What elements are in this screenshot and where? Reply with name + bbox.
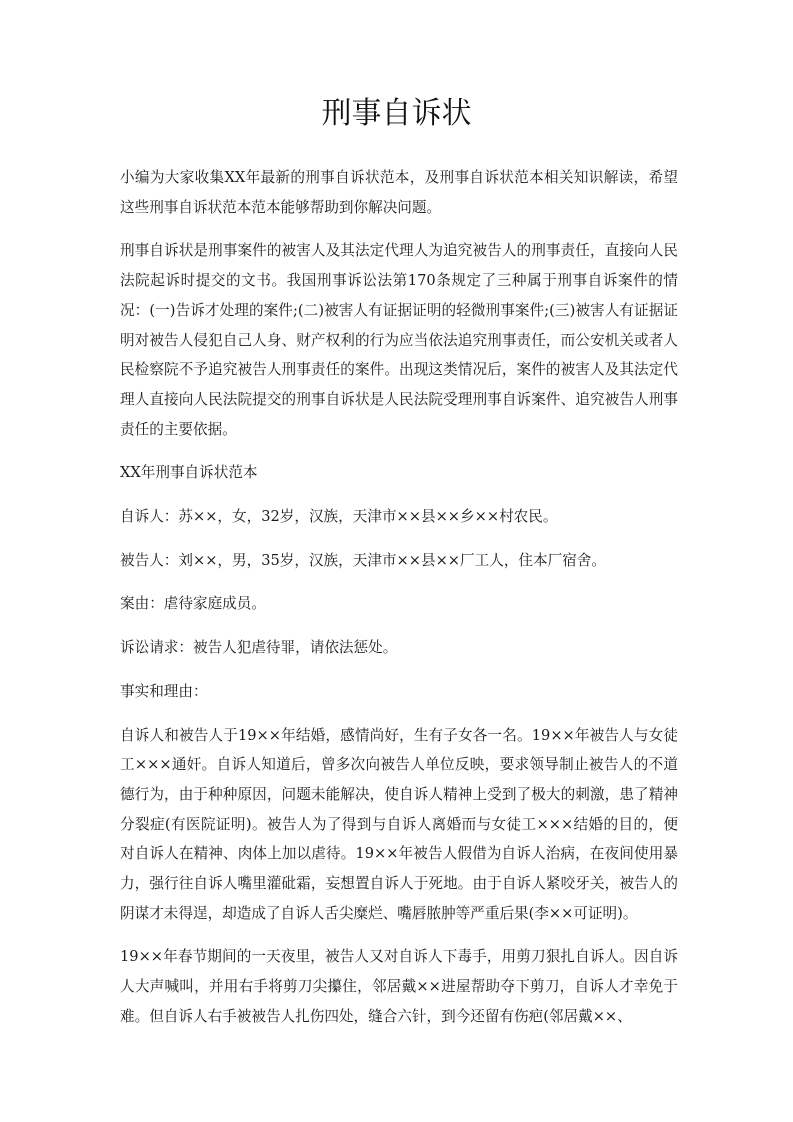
cause-line: 案由：虐待家庭成员。 (120, 595, 266, 613)
plaintiff-line: 自诉人：苏××，女，32岁，汉族，天津市××县××乡××村农民。 (120, 508, 558, 526)
facts-paragraph-1: 自诉人和被告人于19××年结婚，感情尚好，生有子女各一名。19××年被告人与女徒工×××通奸。自诉人知道后，曾多次向被告人单位反映，要求领导制止被告人的不道德行为，由于种种原因，问题未能解决，使自诉人精神上受到了极大的刺激，患了精神分裂症(有医院证明)。被告人为了得到与自诉人离婚而与女徒工×××结婚的目的，便对自诉人在精神、肉体上加以虐待。19××年被告人假借为自诉人治病，在夜间使用暴力，强行往自诉人嘴里灌砒霜，妄想置自诉人于死地。由于自诉人紧咬牙关，被告人的阴谋才未得逞，却造成了自诉人舌尖糜烂、嘴唇脓肿等严重后果(李××可证明)。 (120, 726, 678, 922)
intro-paragraph: 小编为大家收集XX年最新的刑事自诉状范本，及刑事自诉状范本相关知识解读，希望这些刑事自诉状范本范本能够帮助到你解决问题。 (120, 169, 678, 216)
facts-heading: 事实和理由： (120, 682, 208, 700)
template-heading: XX年刑事自诉状范本 (120, 464, 258, 482)
facts-paragraph-2: 19××年春节期间的一天夜里，被告人又对自诉人下毒手，用剪刀狠扎自诉人。因自诉人大声喊叫，并用右手将剪刀尖攥住，邻居戴××进屋帮助夺下剪刀，自诉人才幸免于难。但自诉人右手被被告人扎伤四处，缝合六针，到今还留有伤疤(邻居戴××、 (120, 948, 678, 1025)
defendant-line: 被告人：刘××，男，35岁，汉族，天津市××县××厂工人，住本厂宿舍。 (120, 551, 606, 569)
definition-paragraph: 刑事自诉状是刑事案件的被害人及其法定代理人为追究被告人的刑事责任，直接向人民法院起诉时提交的文书。我国刑事诉讼法第170条规定了三种属于刑事自诉案件的情况：(一)告诉才处理的案件;(二)被害人有证据证明的轻微刑事案件;(三)被害人有证据证明对被告人侵犯自己人身、财产权利的行为应当依法追究刑事责任，而公安机关或者人民检察院不予追究被告人刑事责任的案件。出现这类情况后，案件的被害人及其法定代理人直接向人民法院提交的刑事自诉状是人民法院受理刑事自诉案件、追究被告人刑事责任的主要依据。 (120, 242, 678, 438)
document-body (120, 163, 678, 1046)
document-title: 刑事自诉状 (321, 96, 472, 131)
claim-line: 诉讼请求：被告人犯虐待罪，请依法惩处。 (120, 639, 398, 657)
